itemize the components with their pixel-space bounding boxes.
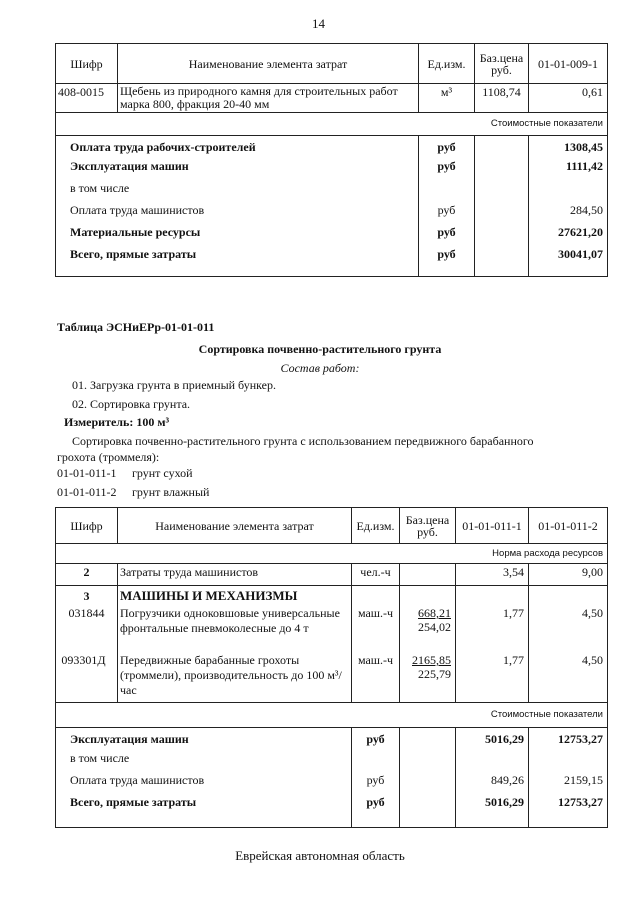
summary-label: в том числе: [56, 180, 419, 202]
summary-label: Эксплуатация машин: [56, 728, 352, 750]
table-row: [56, 84, 608, 113]
row-code: 2: [56, 564, 118, 586]
variant-name: грунт влажный: [132, 485, 210, 499]
header-price: Баз.цена руб.: [400, 508, 456, 544]
table-row: [56, 564, 608, 586]
summary-v2: 2159,15: [529, 772, 608, 794]
group-name: МАШИНЫ И МЕХАНИЗМЫ: [120, 588, 298, 603]
summary-unit: руб: [352, 794, 400, 828]
header-price: Баз.цена руб.: [475, 44, 529, 84]
summary-v1: 5016,29: [456, 794, 529, 828]
summary-unit: руб: [419, 246, 475, 277]
summary-label: Материальные ресурсы: [56, 224, 419, 246]
header-name: Наименование элемента затрат: [118, 44, 419, 84]
header-variant-1: 01-01-011-1: [456, 508, 529, 544]
summary-unit: руб: [352, 772, 400, 794]
variant-code: 01-01-011-2: [57, 485, 117, 499]
summary-v1: 5016,29: [456, 728, 529, 750]
machine-price-top: 668,21: [418, 606, 451, 620]
machine-code: 093301Д: [61, 653, 106, 667]
summary-label: Оплата труда рабочих-строителей: [56, 136, 419, 158]
machine-v2: 4,50: [582, 653, 603, 667]
summary-label: Всего, прямые затраты: [56, 794, 352, 828]
machine-price-top: 2165,85: [412, 653, 451, 667]
group-code: 3: [83, 589, 90, 603]
machine-v1: 1,77: [503, 653, 524, 667]
summary-v1: 849,26: [456, 772, 529, 794]
summary-value: 284,50: [529, 202, 608, 224]
section-title: Сортировка почвенно-растительного грунта: [198, 342, 442, 356]
machines-block: [56, 586, 608, 703]
header-code: Шифр: [56, 44, 118, 84]
header-norm: 01-01-009-1: [529, 44, 608, 84]
step: 01. Загрузка грунта в приемный бункер.: [72, 378, 276, 392]
row-v2: 9,00: [529, 564, 608, 586]
summary-unit: руб: [419, 136, 475, 158]
machine-code: 031844: [68, 606, 105, 620]
summary-unit: руб: [419, 158, 475, 180]
machine-unit: маш.-ч: [357, 606, 394, 620]
description-line: Сортировка почвенно-растительного грунта с использованием передвижного барабанного: [72, 434, 534, 448]
machine-name: Передвижные барабанные грохоты (троммели), производительность до 100 м³/час: [120, 653, 342, 697]
row-value: 0,61: [529, 84, 608, 113]
summary-label: Оплата труда машинистов: [56, 772, 352, 794]
composition-label: Состав работ:: [280, 361, 360, 375]
row-unit: м³: [419, 84, 475, 113]
summary-label: Всего, прямые затраты: [56, 246, 419, 277]
machine-name: Погрузчики одноковшовые универсальные фронтальные пневмоколесные до 4 т: [120, 606, 340, 635]
summary-label: в том числе: [56, 750, 352, 772]
step: 02. Сортировка грунта.: [72, 397, 191, 411]
summary-v2: 12753,27: [529, 794, 608, 828]
description-line: грохота (троммеля):: [57, 450, 160, 464]
variant-code: 01-01-011-1: [57, 466, 117, 480]
header-name: Наименование элемента затрат: [118, 508, 352, 544]
footer-region: Еврейская автономная область: [235, 848, 405, 863]
summary-value: 30041,07: [529, 246, 608, 277]
section-label: Стоимостные показатели: [56, 113, 608, 136]
variant-name: грунт сухой: [132, 466, 193, 480]
measure: Измеритель: 100 м³: [64, 415, 170, 429]
machine-v2: 4,50: [582, 606, 603, 620]
summary-value: 27621,20: [529, 224, 608, 246]
header-variant-2: 01-01-011-2: [529, 508, 608, 544]
row-name: Щебень из природного камня для строительных работ марка 800, фракция 20-40 мм: [118, 84, 419, 113]
machine-v1: 1,77: [503, 606, 524, 620]
header-unit: Ед.изм.: [352, 508, 400, 544]
machine-unit: маш.-ч: [357, 653, 394, 667]
summary-unit: руб: [352, 728, 400, 750]
row-price: 1108,74: [475, 84, 529, 113]
summary-v2: 12753,27: [529, 728, 608, 750]
machine-price-bottom: 254,02: [418, 620, 451, 634]
summary-label: Эксплуатация машин: [56, 158, 419, 180]
summary-value: 1308,45: [529, 136, 608, 158]
header-code: Шифр: [56, 508, 118, 544]
row-unit: чел.-ч: [352, 564, 400, 586]
page-number: 14: [312, 16, 325, 31]
row-name: Затраты труда машинистов: [118, 564, 352, 586]
norm-label: Норма расхода ресурсов: [56, 544, 608, 564]
summary-label: Оплата труда машинистов: [56, 202, 419, 224]
row-code: 408-0015: [56, 84, 118, 113]
row-v1: 3,54: [456, 564, 529, 586]
machine-price-bottom: 225,79: [418, 667, 451, 681]
summary-unit: руб: [419, 224, 475, 246]
header-unit: Ед.изм.: [419, 44, 475, 84]
section-label: Стоимостные показатели: [56, 703, 608, 728]
cost-table-1: [55, 43, 608, 277]
cost-table-2: [55, 507, 608, 828]
summary-value: 1111,42: [529, 158, 608, 180]
table-id: Таблица ЭСНиЕРр-01-01-011: [57, 320, 215, 334]
summary-unit: руб: [419, 202, 475, 224]
